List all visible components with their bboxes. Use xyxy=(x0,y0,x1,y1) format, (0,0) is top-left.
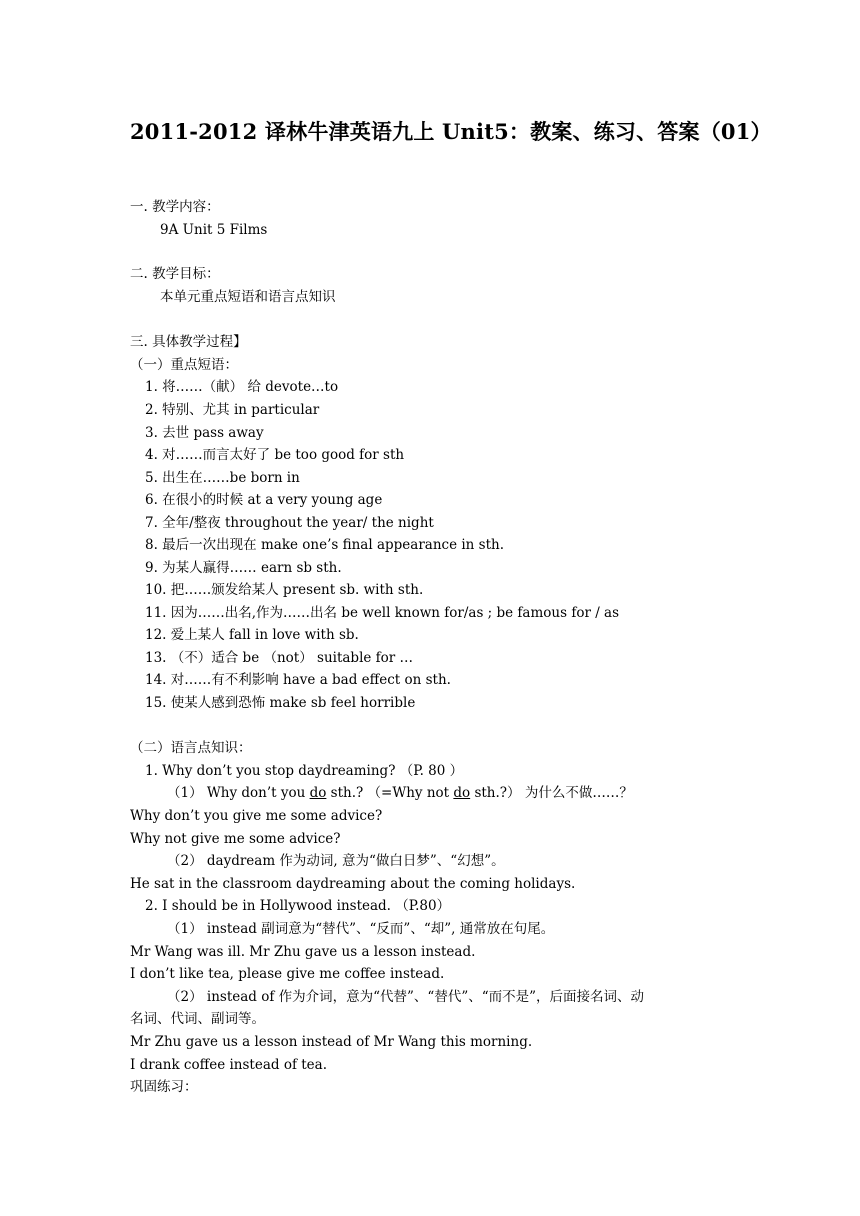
phrase-item: 14. 对……有不利影响 have a bad effect on sth. xyxy=(145,672,451,688)
phrase-item: 1. 将……（献） 给 devote…to xyxy=(145,379,339,395)
section-body-goals: 本单元重点短语和语言点知识 xyxy=(160,289,336,305)
phrase-item: 15. 使某人感到恐怖 make sb feel horrible xyxy=(145,695,416,711)
phrase-item: 12. 爱上某人 fall in love with sb. xyxy=(145,627,359,643)
text-segment: （1） Why don’t you xyxy=(167,785,310,801)
section-body-content: 9A Unit 5 Films xyxy=(160,222,268,238)
phrase-item: 4. 对……而言太好了 be too good for sth xyxy=(145,447,405,463)
point-2-sub-2: （2） instead of 作为介词，意为“代替”、“替代”、“而不是”，后面接名词、动 xyxy=(167,989,645,1005)
practice-heading: 巩固练习： xyxy=(130,1079,198,1095)
phrase-item: 13. （不）适合 be （not） suitable for … xyxy=(145,650,414,666)
point-1-sub-2: （2） daydream 作为动词, 意为“做白日梦”、“幻想”。 xyxy=(167,853,505,869)
phrase-item: 5. 出生在……be born in xyxy=(145,470,300,486)
underlined-do: do xyxy=(309,785,327,801)
point-2-sub-2-cont: 名词、代词、副词等。 xyxy=(130,1011,265,1027)
example-sentence: Mr Zhu gave us a lesson instead of Mr Wang this morning. xyxy=(130,1034,533,1050)
example-sentence: He sat in the classroom daydreaming about the coming holidays. xyxy=(130,876,576,892)
section-heading-content: 一. 教学内容： xyxy=(130,199,220,215)
phrase-item: 2. 特别、尤其 in particular xyxy=(145,402,320,418)
language-points-heading: （二）语言点知识： xyxy=(130,740,252,756)
point-2-sub-1: （1） instead 副词意为“替代”、“反而”、“却”, 通常放在句尾。 xyxy=(167,921,555,937)
text-segment: sth.?） 为什么不做……？ xyxy=(470,785,633,801)
example-sentence: Why don’t you give me some advice? xyxy=(130,808,383,824)
example-sentence: I drank coffee instead of tea. xyxy=(130,1057,327,1073)
point-1-sub-1 xyxy=(167,784,633,802)
document-title: 2011-2012 译林牛津英语九上 Unit5：教案、练习、答案（01） xyxy=(130,119,772,144)
underlined-do: do xyxy=(453,785,471,801)
phrase-item: 9. 为某人赢得…… earn sb sth. xyxy=(145,560,342,576)
phrase-item: 7. 全年/整夜 throughout the year/ the night xyxy=(145,515,434,531)
section-heading-process: 三. 具体教学过程】 xyxy=(130,334,247,350)
phrases-heading: （一）重点短语： xyxy=(130,357,238,373)
phrase-item: 6. 在很小的时候 at a very young age xyxy=(145,492,383,508)
phrase-item: 3. 去世 pass away xyxy=(145,425,264,441)
section-heading-goals: 二. 教学目标： xyxy=(130,266,220,282)
phrase-item: 11. 因为……出名,作为……出名 be well known for/as ; be famous for / as xyxy=(145,605,620,621)
point-2-title: 2. I should be in Hollywood instead. （P.80） xyxy=(145,898,451,914)
text-segment: sth.? （=Why not xyxy=(326,785,454,801)
phrase-item: 8. 最后一次出现在 make one’s final appearance in sth. xyxy=(145,537,505,553)
example-sentence: I don’t like tea, please give me coffee instead. xyxy=(130,966,445,982)
point-1-title: 1. Why don’t you stop daydreaming? （P. 80 ） xyxy=(145,763,464,779)
phrase-item: 10. 把……颁发给某人 present sb. with sth. xyxy=(145,582,424,598)
example-sentence: Mr Wang was ill. Mr Zhu gave us a lesson instead. xyxy=(130,944,476,960)
example-sentence: Why not give me some advice? xyxy=(130,831,341,847)
